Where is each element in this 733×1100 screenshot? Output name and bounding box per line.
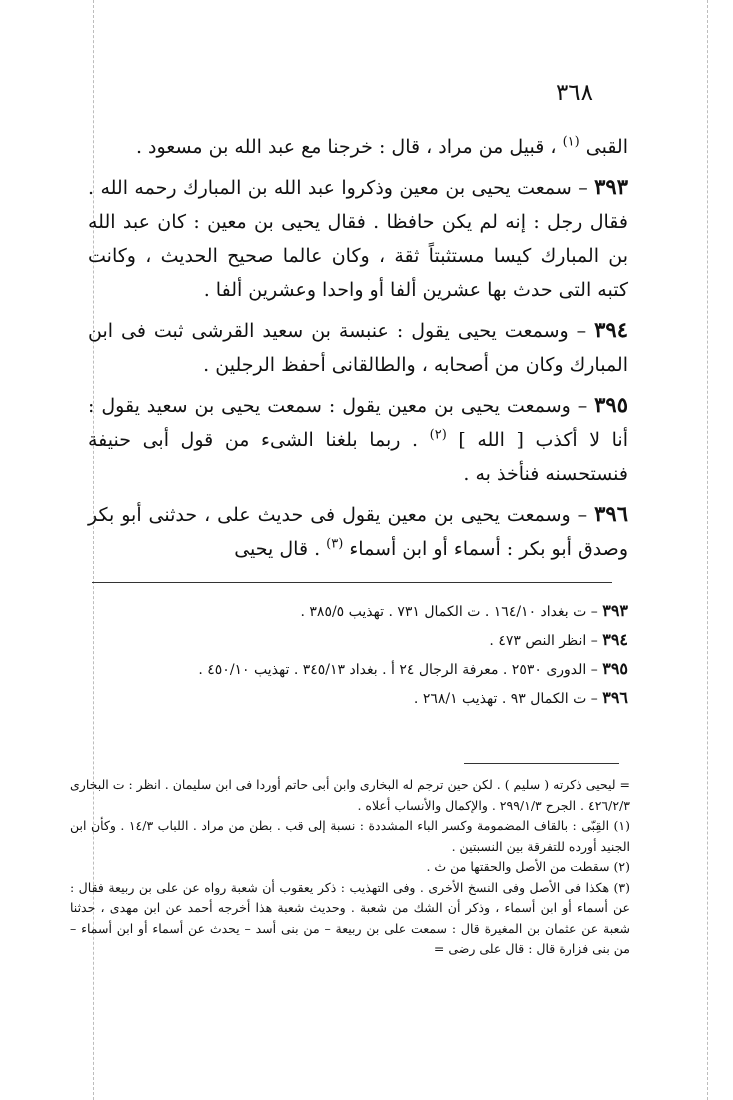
references-block bbox=[72, 597, 628, 713]
entry-number: ٣٩٥ bbox=[594, 392, 628, 417]
reference-number: ٣٩٤ bbox=[602, 630, 628, 649]
footnote: (٢) سقطت من الأصل والحقتها من ث . bbox=[426, 859, 630, 874]
entry-number: ٣٩٦ bbox=[594, 501, 628, 526]
hadith-entry: ٣٩٦ – وسمعت يحيى بن معين يقول فى حديث على ، حدثنى أبو بكر وصدق أبو بكر : أسماء أو ابن أسماء $^{(٣)}$ . قال يحيى bbox=[88, 501, 628, 560]
hadith-entry: ٣٩٥ – وسمعت يحيى بن معين يقول : سمعت يحيى بن سعيد يقول : أنا لا أكذب [ الله ] $^{(٢)}$ . ربما بلغنا الشىء من قول أبى حنيفة فنستحسنه فنأخذ به . bbox=[88, 392, 628, 485]
footnote-marker: (١) bbox=[562, 134, 580, 150]
footnote-marker: (٢) bbox=[429, 427, 447, 443]
reference-number: ٣٩٣ bbox=[602, 601, 628, 620]
main-text bbox=[88, 130, 628, 566]
footnote: = ليحيى ذكرته ( سليم ) . لكن حين ترجم له البخارى وابن أبى حاتم أوردا فى ابن سليمان . انظر : ت البخارى ٤٢٦/٢/٣ . الجرح ٢٩٩/١/٣ . والإكمال والأنساب أعلاه . bbox=[70, 777, 630, 813]
section-divider bbox=[92, 582, 612, 583]
hadith-entry: ٣٩٣ – سمعت يحيى بن معين وذكروا عبد الله بن المبارك رحمه الله . فقال رجل : إنه لم يكن حافظا . فقال يحيى بن معين : كان عبد الله بن المبارك كيسا مستثبتاً ثقة ، وكان عالما صحيح الحديث ، وكانت كتبه التى حدث بها عشرين ألفا أو واحدا وعشرين ألفا . bbox=[88, 174, 628, 301]
reference-line: ٣٩٥ – الدورى ٢٥٣٠ . معرفة الرجال ٢٤ أ . بغداد ٣٤٥/١٣ . تهذيب ٤٥٠/١٠ . bbox=[198, 659, 628, 678]
footnotes-block bbox=[70, 775, 630, 960]
footnote: (١) القِبّى : بالقاف المضمومة وكسر الباء المشددة : نسبة إلى قب . بطن من مراد . اللباب ١٤/٣ . وكأن ابن الجنيد أورده للتفرقة بين النسبتين . bbox=[70, 818, 631, 854]
footnote-marker: (٣) bbox=[326, 536, 344, 552]
reference-line: ٣٩٦ – ت الكمال ٩٣ . تهذيب ٢٦٨/١ . bbox=[413, 688, 628, 707]
main-paragraph: القبى $^{(١)}$ ، قبيل من مراد ، قال : خرجنا مع عبد الله بن مسعود . bbox=[135, 134, 628, 158]
page-number: ٣٦٨ bbox=[555, 80, 593, 106]
reference-number: ٣٩٦ bbox=[602, 688, 628, 707]
reference-number: ٣٩٥ bbox=[602, 659, 628, 678]
entry-number: ٣٩٣ bbox=[594, 174, 628, 199]
reference-line: ٣٩٤ – انظر النص ٤٧٣ . bbox=[489, 630, 628, 649]
scan-artifact-line bbox=[707, 0, 708, 1100]
entry-number: ٣٩٤ bbox=[594, 317, 628, 342]
footnote-divider bbox=[464, 763, 619, 764]
reference-line: ٣٩٣ – ت بغداد ١٦٤/١٠ . ت الكمال ٧٣١ . تهذيب ٣٨٥/٥ . bbox=[300, 601, 628, 620]
footnote: (٣) هكذا فى الأصل وفى النسخ الأخرى . وفى التهذيب : ذكر يعقوب أن شعبة رواه عن على بن ربيعة فقال : عن أسماء أو ابن أسماء ، وذكر أن الشك من شعبة . وحديث شعبة هذا أخرجه أحمد عن ابن مهدى ، حدثنا شعبة عن عثمان بن المغيرة قال : سمعت على بن ربيعة – من بنى أسد – يحدث عن أسماء أو ابن أسماء – من بنى فزارة قال : قال على رضى = bbox=[70, 879, 630, 956]
hadith-entry: ٣٩٤ – وسمعت يحيى يقول : عنبسة بن سعيد القرشى ثبت فى ابن المبارك وكان من أصحابه ، والطالقانى أحفظ الرجلين . bbox=[88, 317, 628, 376]
